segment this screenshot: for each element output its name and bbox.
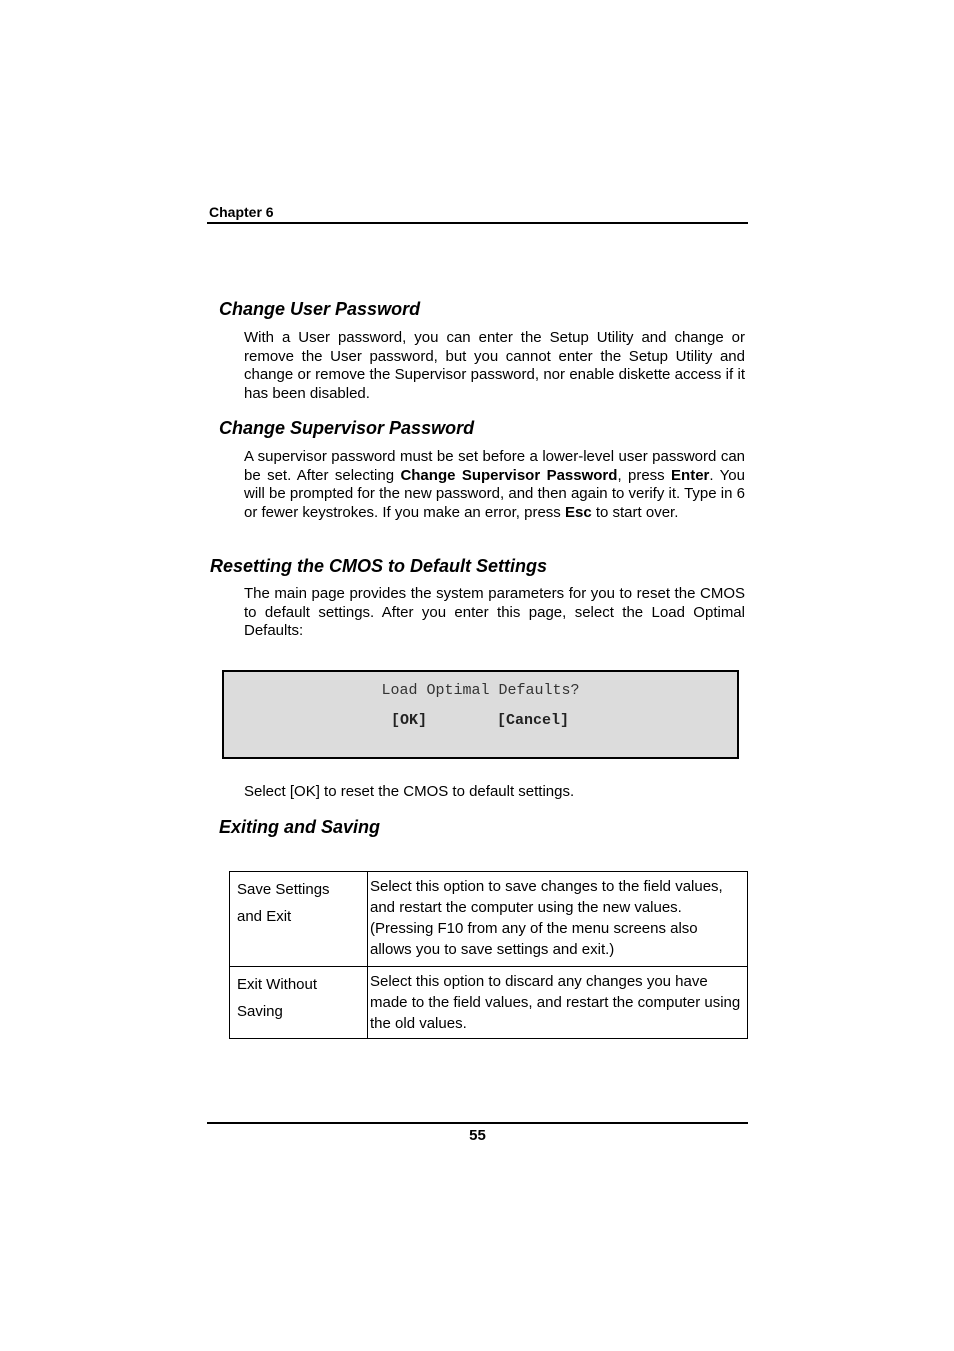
text-run: to start over. [591, 503, 679, 521]
page-number: 55 [469, 1127, 486, 1144]
option-name [230, 872, 368, 967]
paragraph-change-supervisor-password [244, 448, 745, 522]
table-row [230, 872, 748, 967]
option-name-line: Saving [237, 1003, 283, 1020]
heading-change-user-password: Change User Password [219, 299, 421, 319]
ok-button[interactable]: [OK] [391, 712, 428, 729]
text-run: A supervisor password must be set before a lower-level user password can be set. After selecting [244, 448, 745, 484]
option-description: Select this option to save changes to the field values, and restart the computer using the new values. (Pressing F10 from any of the menu screens also allows you to save settings and exit.) [368, 872, 748, 967]
cancel-button[interactable]: [Cancel] [497, 712, 570, 729]
option-name-line: Exit Without [237, 976, 318, 993]
load-defaults-dialog [222, 670, 739, 759]
heading-resetting-cmos: Resetting the CMOS to Default Settings [210, 556, 548, 576]
bold-term: Change Supervisor Password [400, 466, 618, 484]
bold-term: Esc [564, 503, 592, 521]
chapter-label: Chapter 6 [209, 204, 274, 220]
bold-term: Enter [671, 466, 710, 484]
table-row [230, 967, 748, 1039]
text-run: . You will be prompted for the new password, and then again to verify it. Type in 6 or fewer keystrokes. If you make an error, press [244, 466, 745, 521]
exit-options-table [229, 871, 748, 1039]
option-description: Select this option to discard any changes you have made to the field values, and restart the computer using the old values. [368, 967, 748, 1039]
heading-change-supervisor-password: Change Supervisor Password [219, 418, 475, 438]
paragraph-select-ok: Select [OK] to reset the CMOS to default settings. [244, 783, 575, 800]
paragraph-resetting-cmos: The main page provides the system parameters for you to reset the CMOS to default settings. After you enter this page, select the Load Optimal Defaults: [244, 585, 745, 639]
heading-exiting-and-saving: Exiting and Saving [219, 817, 381, 837]
option-name-line: and Exit [237, 908, 292, 925]
text-run: , press [617, 466, 672, 484]
paragraph-change-user-password: With a User password, you can enter the Setup Utility and change or remove the User password, but you cannot enter the Setup Utility and change or remove the Supervisor password, nor enable diskette access if it has been disabled. [244, 329, 745, 402]
footer-rule [207, 1122, 748, 1124]
header-rule [207, 222, 748, 224]
option-name [230, 967, 368, 1039]
option-name-line: Save Settings [237, 881, 330, 898]
dialog-prompt: Load Optimal Defaults? [381, 682, 580, 699]
